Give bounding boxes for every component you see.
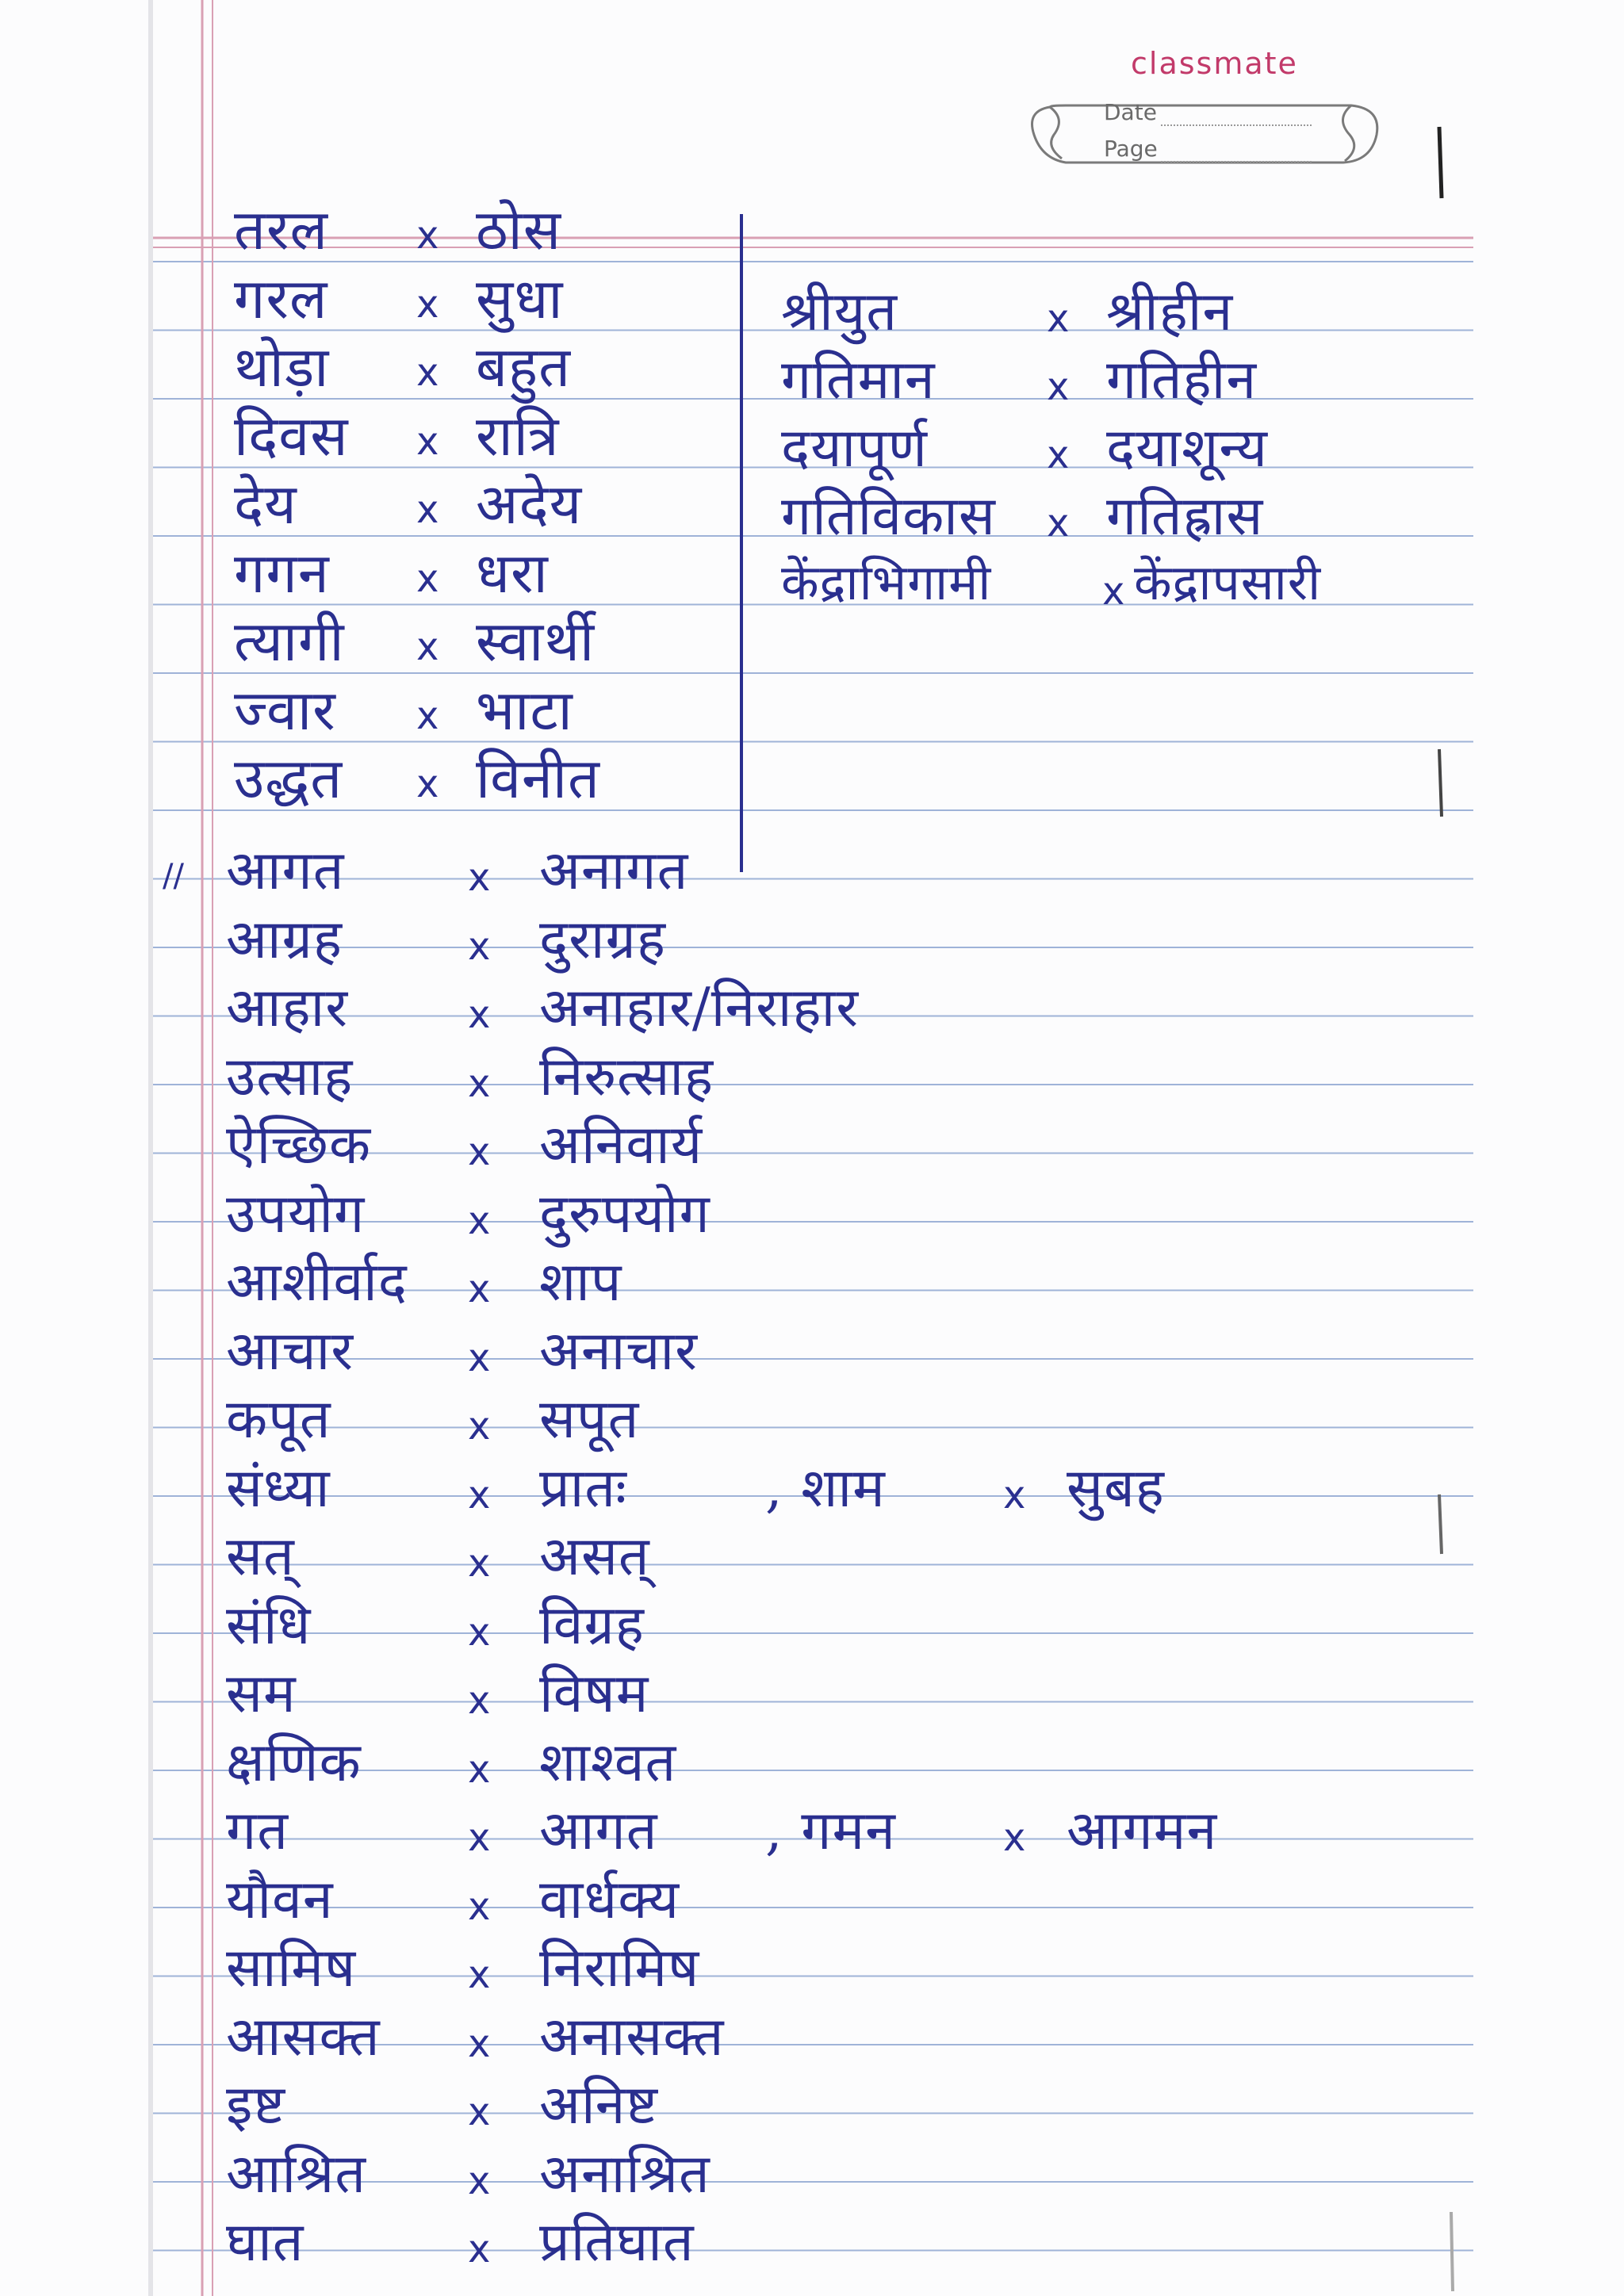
- antonym-word: सामिष: [226, 1937, 357, 1999]
- x-separator: x: [468, 2158, 491, 2203]
- antonym-opposite: श्रीहीन: [1106, 281, 1234, 343]
- brand-logo: classmate: [1131, 46, 1298, 81]
- antonym-opposite: ठोस: [476, 197, 562, 262]
- antonym-opposite: आगमन: [1067, 1800, 1218, 1862]
- x-separator: x: [468, 1404, 491, 1448]
- x-separator: x: [1003, 1816, 1026, 1860]
- antonym-word: देय: [234, 472, 297, 537]
- antonym-word: केंद्राभिगामी: [781, 553, 992, 611]
- antonym-opposite: असत्: [539, 1525, 650, 1588]
- x-separator: x: [468, 855, 491, 900]
- x-separator: x: [1047, 433, 1070, 477]
- x-separator: x: [468, 993, 491, 1037]
- x-separator: x: [468, 1267, 491, 1311]
- antonym-word: यौवन: [226, 1868, 334, 1931]
- page-field-line: [1161, 161, 1312, 163]
- antonym-word: गरल: [234, 266, 328, 331]
- x-separator: x: [416, 556, 439, 601]
- x-separator: x: [416, 762, 439, 806]
- antonym-opposite: दुराग्रह: [539, 908, 666, 971]
- antonym-opposite: सुबह: [1067, 1456, 1165, 1520]
- antonym-word: सत्: [226, 1525, 295, 1588]
- antonym-word: श्रीयुत: [781, 281, 898, 343]
- antonym-opposite: विनीत: [476, 746, 600, 811]
- antonym-opposite: स्वार्थी: [476, 609, 596, 674]
- x-separator: x: [468, 1130, 491, 1174]
- edge-mark: [1451, 2212, 1453, 2291]
- antonym-opposite: धरा: [476, 540, 549, 606]
- date-field-line: [1161, 124, 1312, 126]
- antonym-opposite: अनाहार/निराहार: [539, 977, 860, 1039]
- antonym-word: आसक्त: [226, 2005, 381, 2068]
- antonym-opposite: विषम: [539, 1663, 649, 1725]
- x-separator: x: [468, 1953, 491, 1997]
- antonym-word: क्षणिक: [226, 1731, 362, 1794]
- x-separator: x: [468, 1884, 491, 1929]
- x-separator: x: [468, 1747, 491, 1792]
- antonym-word: उत्साह: [226, 1045, 354, 1108]
- x-separator: x: [468, 1061, 491, 1106]
- antonym-word: इष्ट: [226, 2074, 286, 2137]
- antonym-word: आचार: [226, 1319, 354, 1383]
- antonym-word: गतिमान: [781, 349, 936, 411]
- antonym-word: , गमन: [765, 1800, 896, 1862]
- antonym-word: सम: [226, 1663, 297, 1725]
- antonym-word: घात: [226, 2211, 304, 2274]
- antonym-opposite: शाप: [539, 1251, 622, 1314]
- antonym-word: आग्रह: [226, 908, 343, 971]
- x-separator: x: [416, 213, 439, 258]
- antonym-word: दयापूर्ण: [781, 417, 928, 480]
- antonym-word: संध्या: [226, 1456, 331, 1520]
- antonym-word: दिवस: [234, 403, 349, 469]
- x-separator: x: [416, 488, 439, 532]
- antonym-opposite: केंद्रापसारी: [1134, 553, 1322, 611]
- antonym-word: आहार: [226, 977, 349, 1039]
- x-separator: x: [1102, 569, 1125, 614]
- x-separator: x: [468, 1609, 491, 1655]
- x-separator: x: [468, 1541, 491, 1586]
- antonym-word: आशीर्वाद: [226, 1251, 408, 1314]
- antonym-opposite: निरामिष: [539, 1937, 700, 1999]
- antonym-word: तरल: [234, 197, 328, 262]
- antonym-opposite: प्रातः: [539, 1456, 627, 1520]
- antonym-word: उद्धत: [234, 746, 343, 811]
- x-separator: x: [468, 1198, 491, 1243]
- x-separator: x: [468, 924, 491, 969]
- antonym-opposite: आगत: [539, 1800, 658, 1862]
- edge-mark: [1439, 749, 1442, 817]
- antonym-opposite: वार्धक्य: [539, 1868, 680, 1931]
- antonym-word: आगत: [226, 840, 345, 902]
- date-label: Date: [1104, 99, 1157, 125]
- antonym-opposite: विग्रह: [539, 1594, 645, 1657]
- antonym-word: आश्रित: [226, 2142, 367, 2206]
- margin-mark: //: [163, 858, 184, 894]
- antonym-opposite: अनिवार्य: [539, 1114, 703, 1177]
- x-separator: x: [468, 1335, 491, 1380]
- antonym-opposite: दयाशून्य: [1106, 417, 1268, 480]
- x-separator: x: [468, 1816, 491, 1860]
- antonym-opposite: दुरुपयोग: [539, 1182, 710, 1246]
- x-separator: x: [416, 281, 439, 327]
- antonym-word: गगन: [234, 540, 330, 606]
- antonym-word: गत: [226, 1800, 289, 1862]
- antonym-word: थोड़ा: [234, 335, 330, 400]
- antonym-opposite: निरुत्साह: [539, 1045, 714, 1108]
- antonym-opposite: सपूत: [539, 1388, 640, 1451]
- antonym-opposite: अनाश्रित: [539, 2142, 710, 2206]
- antonym-opposite: अनासक्त: [539, 2005, 725, 2068]
- antonym-opposite: अदेय: [476, 472, 583, 537]
- edge-mark: [1439, 1494, 1442, 1554]
- x-separator: x: [1047, 297, 1070, 341]
- x-separator: x: [416, 693, 439, 738]
- antonym-word: ज्वार: [234, 677, 336, 743]
- antonym-opposite: गतिहीन: [1106, 349, 1258, 411]
- x-separator: x: [416, 350, 439, 395]
- page-label: Page: [1104, 136, 1158, 162]
- antonym-opposite: सुधा: [476, 266, 564, 331]
- antonym-opposite: रात्रि: [476, 403, 560, 469]
- antonym-opposite: शाश्वत: [539, 1731, 677, 1794]
- antonym-opposite: गतिह्रास: [1106, 485, 1264, 548]
- scroll-frame-icon: [1018, 75, 1392, 194]
- x-separator: x: [1047, 365, 1070, 409]
- antonym-word: संधि: [226, 1594, 312, 1657]
- antonym-word: त्यागी: [234, 609, 345, 674]
- antonym-opposite: अनिष्ट: [539, 2074, 659, 2137]
- antonym-opposite: प्रतिघात: [539, 2211, 695, 2274]
- edge-mark: [1439, 127, 1442, 198]
- antonym-word: उपयोग: [226, 1182, 366, 1246]
- x-separator: x: [416, 625, 439, 669]
- antonym-opposite: अनाचार: [539, 1319, 698, 1383]
- antonym-word: , शाम: [765, 1456, 886, 1520]
- x-separator: x: [468, 1472, 491, 1517]
- antonym-word: ऐच्छिक: [226, 1114, 372, 1177]
- antonym-opposite: अनागत: [539, 840, 689, 902]
- x-separator: x: [468, 2227, 491, 2271]
- x-separator: x: [416, 419, 439, 464]
- antonym-word: गतिविकास: [781, 485, 996, 548]
- antonym-word: कपूत: [226, 1388, 331, 1451]
- x-separator: x: [468, 2090, 491, 2134]
- date-page-box: [1018, 75, 1392, 194]
- x-separator: x: [1047, 501, 1070, 545]
- x-separator: x: [1003, 1472, 1026, 1517]
- antonym-opposite: बहुत: [476, 335, 572, 400]
- antonym-opposite: भाटा: [476, 677, 573, 743]
- x-separator: x: [468, 2021, 491, 2066]
- x-separator: x: [468, 1678, 491, 1723]
